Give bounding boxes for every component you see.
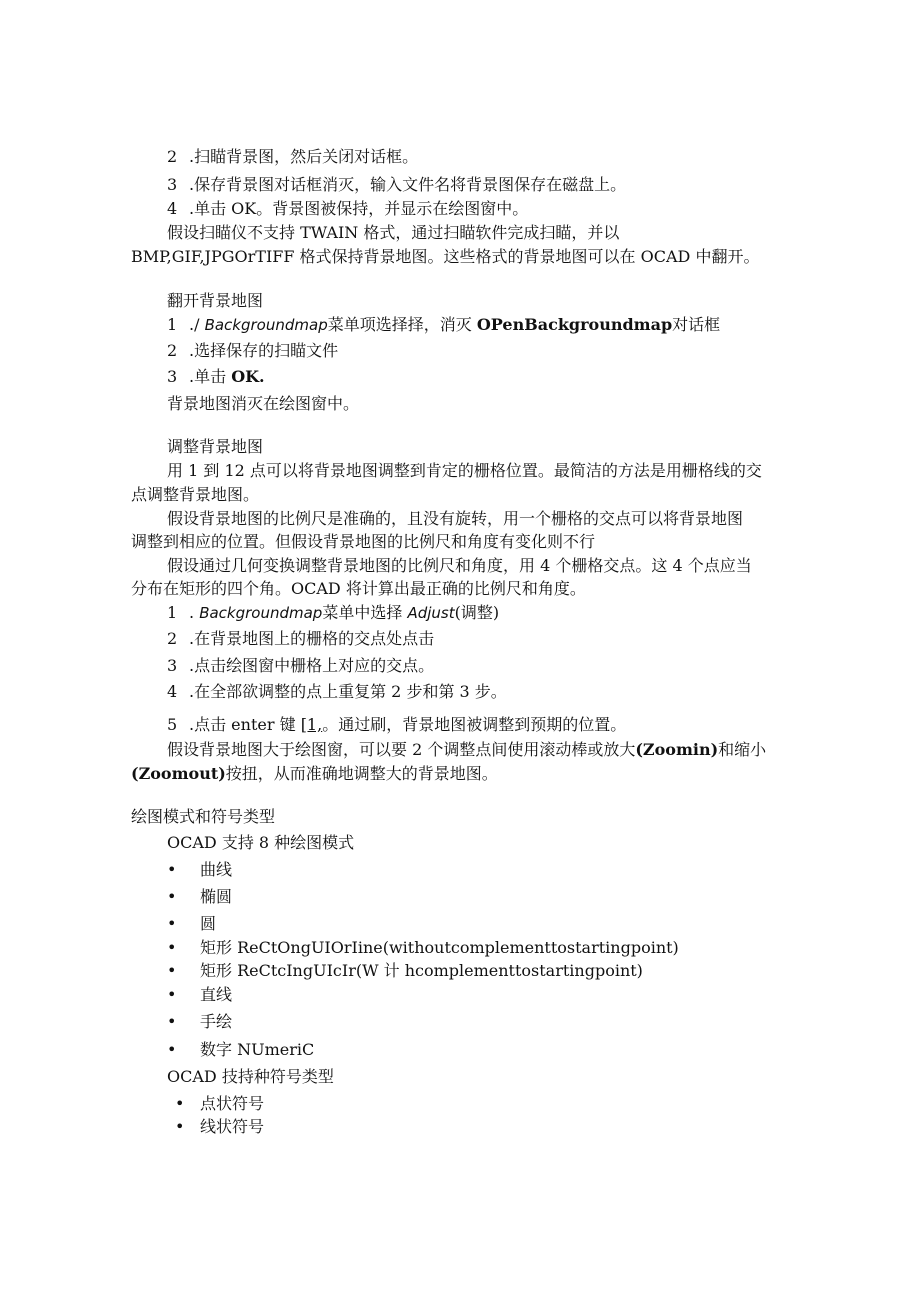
mode-label: 矩形 ReCtcIngUIcIr(W 计 hcomplementtostartingpoint) <box>200 961 643 980</box>
adjust-step-1 <box>167 602 499 624</box>
step-text: .单击 OK。背景图被保持，并显示在绘图窗中。 <box>189 199 529 218</box>
adjust-p1-line2: 点调整背景地图。 <box>131 485 260 504</box>
bullet: • <box>175 1094 185 1113</box>
text: 和缩小 <box>718 740 767 759</box>
bullet: • <box>167 1012 177 1031</box>
step-text: .在全部欲调整的点上重复第 2 步和第 3 步。 <box>189 682 507 701</box>
ok-label: OK. <box>231 367 265 386</box>
bullet: • <box>167 914 177 933</box>
mode-label: 直线 <box>200 985 233 1004</box>
step-text: .选择保存的扫瞄文件 <box>189 341 339 360</box>
step-prefix: ./ <box>189 315 200 334</box>
adjust-step-5 <box>167 714 626 736</box>
step-text-end: 对话框 <box>672 315 721 334</box>
bullet: • <box>167 860 177 879</box>
bullet: • <box>175 1117 185 1136</box>
step-number: 3 <box>167 175 178 194</box>
adjust-p3-line2: 分布在矩形的四个角。OCAD 将计算出最正确的比例尺和角度。 <box>131 579 586 598</box>
step-scan <box>167 146 418 168</box>
symbol-type-label: 线状符号 <box>200 1117 265 1136</box>
step-number: 2 <box>167 629 178 648</box>
bullet: • <box>167 961 177 980</box>
adjust-p2-line1: 假设背景地图的比例尺是准确的，且没有旋转，用一个栅格的交点可以将背景地图 <box>167 509 744 528</box>
step-prefix: . <box>189 603 195 622</box>
mode-label: 矩形 ReCtOngUIOrIine(withoutcomplementtostartingpoint) <box>200 938 679 957</box>
enter-key-label: [1, <box>300 715 323 734</box>
zoomout-label: (Zoomout) <box>131 764 226 783</box>
bullet: • <box>167 887 177 906</box>
step-text: .在背景地图上的栅格的交点处点击 <box>189 629 435 648</box>
adjust-p4-line1 <box>167 739 766 761</box>
step-text: 菜单项选择择，消灭 <box>327 315 472 334</box>
mode-label: 手绘 <box>200 1012 233 1031</box>
step-text: .单击 <box>189 367 227 386</box>
modes-intro: OCAD 支持 8 种绘图模式 <box>167 833 355 852</box>
step-text: 菜单中选择 <box>322 603 403 622</box>
bullet: • <box>167 1040 177 1059</box>
open-section-heading: 翻开背景地图 <box>167 291 264 310</box>
step-number: 1 <box>167 315 178 334</box>
menu-name: Backgroundmap <box>199 604 323 622</box>
adjust-step-2 <box>167 628 434 650</box>
text: 假设背景地图大于绘图窗，可以要 2 个调整点间使用滚动棒或放大 <box>167 740 636 759</box>
step-text-end: (调整) <box>454 603 500 622</box>
mode-label: 数字 NUmeriC <box>200 1040 315 1059</box>
step-number: 1 <box>167 603 178 622</box>
adjust-p2-line2: 调整到相应的位置。但假设背景地图的比例尺和角度有变化则不行 <box>131 532 596 551</box>
open-result: 背景地图消灭在绘图窗中。 <box>167 394 360 413</box>
adjust-section-heading: 调整背景地图 <box>167 437 264 456</box>
symbols-intro: OCAD 技持种符号类型 <box>167 1067 334 1086</box>
step-text: .点击 enter 键 <box>189 715 296 734</box>
step-number: 4 <box>167 682 178 701</box>
twain-paragraph-line2: BMP,GIF,JPGOrTIFF 格式保持背景地图。这些格式的背景地图可以在 OCAD 中翻开。 <box>131 247 760 266</box>
bullet: • <box>167 938 177 957</box>
adjust-p4-line2 <box>131 763 498 785</box>
zoomin-label: (Zoomin) <box>635 740 719 759</box>
adjust-step-4 <box>167 681 507 703</box>
step-number: 2 <box>167 341 178 360</box>
step-text-end: 。通过刷，背景地图被调整到预期的位置。 <box>322 715 627 734</box>
adjust-p3-line1: 假设通过几何变换调整背景地图的比例尺和角度，用 4 个栅格交点。这 4 个点应当 <box>167 556 752 575</box>
menu-item-adjust: Adjust <box>407 604 455 622</box>
step-text: .点击绘图窗中栅格上对应的交点。 <box>189 656 435 675</box>
bullet: • <box>167 985 177 1004</box>
text: 按扭，从而准确地调整大的背景地图。 <box>225 764 498 783</box>
step-number: 2 <box>167 147 178 166</box>
step-save <box>167 174 626 196</box>
step-number: 3 <box>167 367 178 386</box>
adjust-step-3 <box>167 655 434 677</box>
open-step-3 <box>167 366 265 388</box>
menu-name: Backgroundmap <box>204 316 328 334</box>
step-number: 5 <box>167 715 178 734</box>
mode-label: 椭圆 <box>200 887 233 906</box>
open-step-2 <box>167 340 338 362</box>
step-ok <box>167 198 528 220</box>
adjust-p1-line1: 用 1 到 12 点可以将背景地图调整到肯定的栅格位置。最简洁的方法是用栅格线的交 <box>167 461 762 480</box>
twain-paragraph-line1: 假设扫瞄仪不支持 TWAIN 格式，通过扫瞄软件完成扫瞄，并以 <box>167 223 620 242</box>
step-number: 3 <box>167 656 178 675</box>
symbol-type-label: 点状符号 <box>200 1094 265 1113</box>
mode-label: 曲线 <box>200 860 233 879</box>
mode-label: 圆 <box>200 914 217 933</box>
step-text: .扫瞄背景图，然后关闭对话框。 <box>189 147 419 166</box>
step-number: 4 <box>167 199 178 218</box>
step-text: .保存背景图对话框消灭，输入文件名将背景图保存在磁盘上。 <box>189 175 627 194</box>
dialog-name: OPenBackgroundmap <box>476 315 673 334</box>
open-step-1 <box>167 314 720 336</box>
modes-section-heading: 绘图模式和符号类型 <box>131 807 276 826</box>
